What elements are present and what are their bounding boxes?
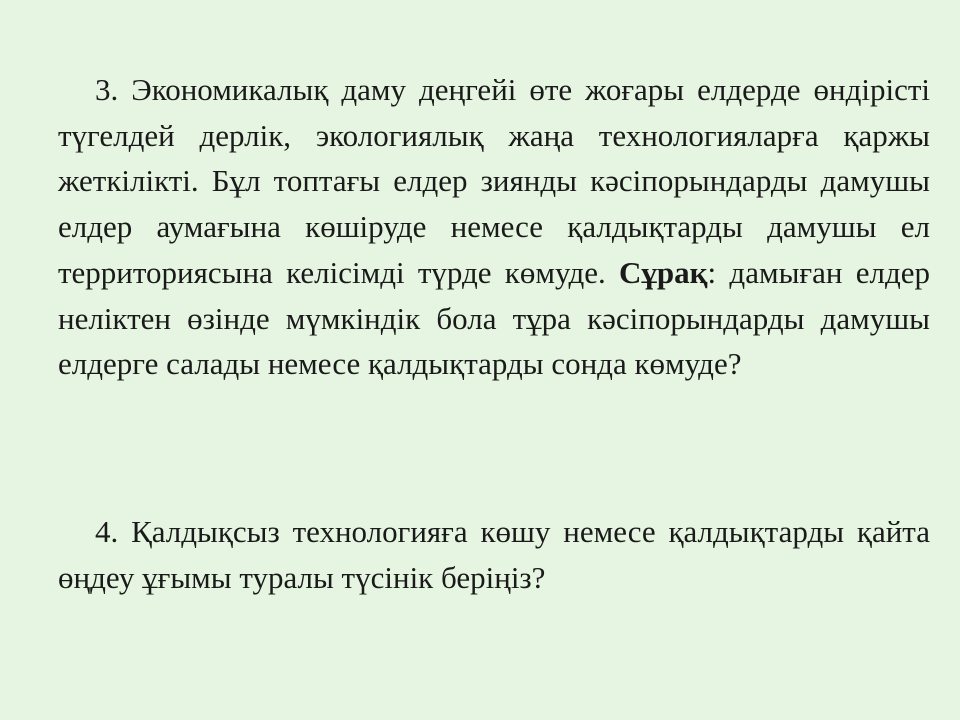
paragraph-3-question-text: : дамыған елдер неліктен өзінде мүмкіндік бола тұра кәсіпорындарды дамушы елдерге салады немесе қалдықтарды сонда көмуде? xyxy=(58,254,930,382)
question-label: Сұрақ xyxy=(619,254,708,290)
paragraph-4-text: 4. Қалдықсыз технологияға көшу немесе қалдықтарды қайта өңдеу ұғымы туралы түсінік беріңіз? xyxy=(58,514,930,595)
paragraph-question-3 xyxy=(58,67,930,387)
paragraph-question-4 xyxy=(58,509,930,600)
paragraph-3-intro-text: 3. Экономикалық даму деңгейі өте жоғары елдерде өндірісті түгелдей дерлік, экологиялық жаңа технологияларға қаржы жеткілікті. Бұл топтағы елдер зиянды кәсіпорындарды дамушы елдер аумағына көшіруде немесе қалдықтарды дамушы ел территориясына келісімді түрде көмуде. xyxy=(58,72,930,290)
